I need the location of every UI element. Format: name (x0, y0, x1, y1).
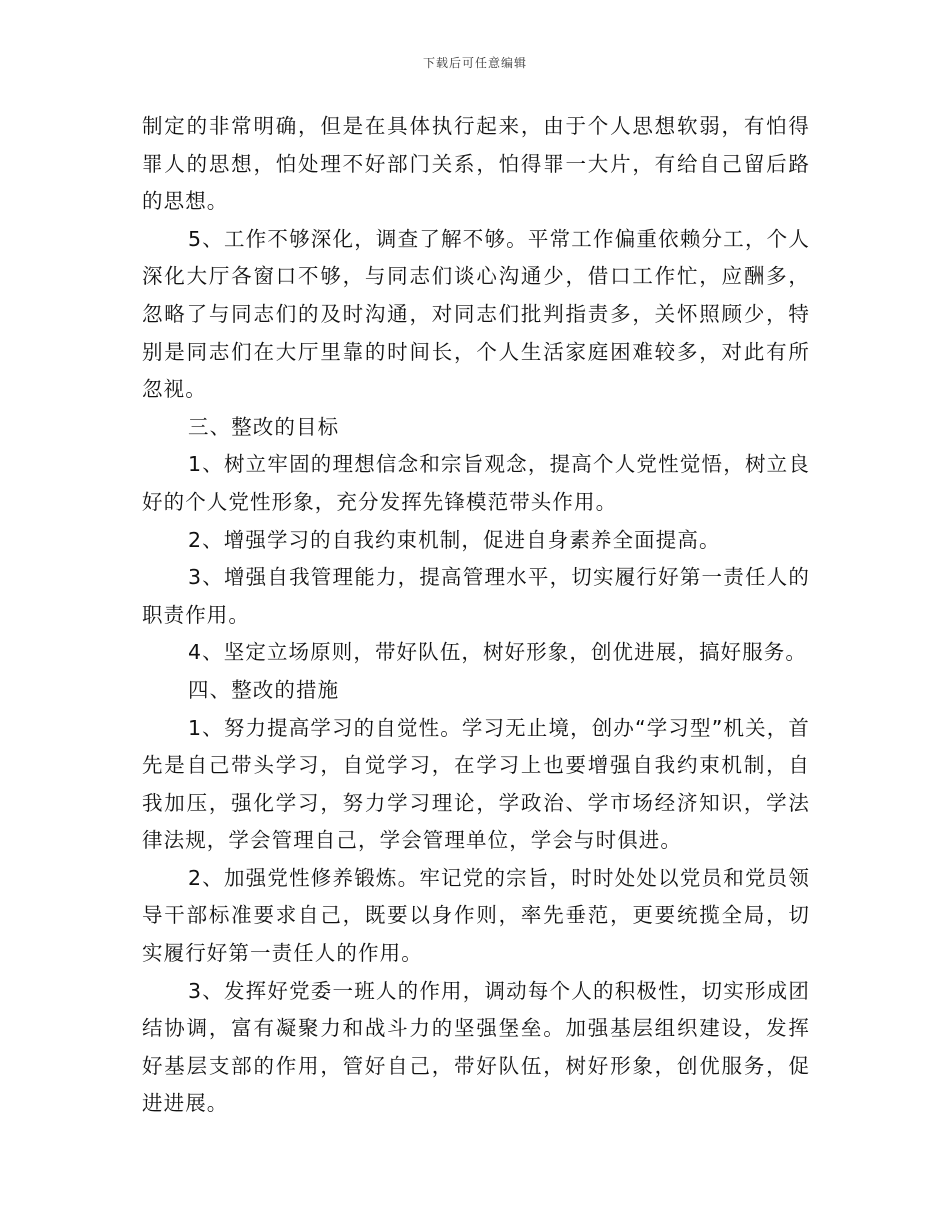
document-body (142, 108, 810, 1123)
goal-item-4: 4、坚定立场原则，带好队伍，树好形象，创优进展，搞好服务。 (188, 640, 807, 665)
paragraph-item-5: 5、工作不够深化，调查了解不够。平常工作偏重依赖分工，个人深化大厅各窗口不够，与同志们谈心沟通少，借口工作忙，应酬多，忽略了与同志们的及时沟通，对同志们批判指责多，关怀照顾少，特别是同志们在大厅里靠的时间长，个人生活家庭困难较多，对此有所忽视。 (142, 226, 810, 402)
measure-item-1: 1、努力提高学习的自觉性。学习无止境，创办“学习型”机关，首先是自己带头学习，自觉学习，在学习上也要增强自我约束机制，自我加压，强化学习，努力学习理论，学政治、学市场经济知识，学法律法规，学会管理自己，学会管理单位，学会与时俱进。 (142, 715, 810, 853)
measure-item-2: 2、加强党性修养锻炼。牢记党的宗旨，时时处处以党员和党员领导干部标准要求自己，既要以身作则，率先垂范，更要统揽全局，切实履行好第一责任人的作用。 (142, 865, 810, 966)
goal-item-1: 1、树立牢固的理想信念和宗旨观念，提高个人党性觉悟，树立良好的个人党性形象，充分发挥先锋模范带头作用。 (142, 452, 810, 514)
paragraph-continuation: 制定的非常明确，但是在具体执行起来，由于个人思想软弱，有怕得罪人的思想，怕处理不好部门关系，怕得罪一大片，有给自己留后路的思想。 (142, 114, 810, 214)
goal-item-3: 3、增强自我管理能力，提高管理水平，切实履行好第一责任人的职责作用。 (142, 565, 810, 627)
goal-item-2: 2、增强学习的自我约束机制，促进自身素养全面提高。 (188, 527, 721, 552)
measure-item-3: 3、发挥好党委一班人的作用，调动每个人的积极性，切实形成团结协调，富有凝聚力和战斗力的坚强堡垒。加强基层组织建设，发挥好基层支部的作用，管好自己，带好队伍，树好形象，创优服务，促进进展。 (142, 978, 810, 1116)
section-heading-goals: 三、整改的目标 (188, 414, 340, 439)
page-header: 下载后可任意编辑 (422, 56, 527, 70)
section-heading-measures: 四、整改的措施 (188, 677, 340, 702)
